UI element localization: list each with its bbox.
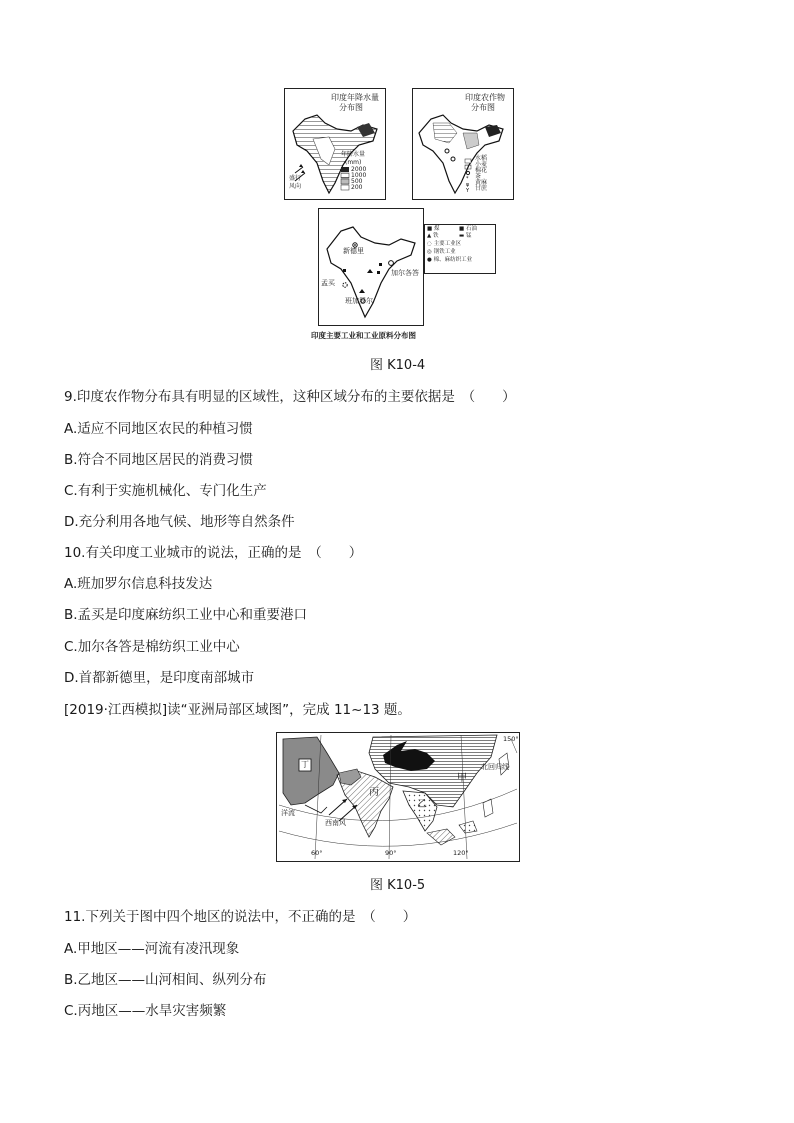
industry-legend: [424, 224, 496, 274]
industry-map-caption: 印度主要工业和工业原料分布图: [311, 331, 416, 340]
svg-text:*: *: [466, 176, 469, 182]
longitude-150-label: 150°: [503, 735, 519, 743]
crop-legend-5: 黄麻: [475, 179, 488, 186]
crop-legend-6: 甘蔗: [475, 185, 488, 192]
city-mumbai: 孟买: [321, 279, 335, 287]
city-bangalore: 班加罗尔: [345, 297, 373, 305]
question-9-stem: 9.印度农作物分布具有明显的区域性，这种区域分布的主要依据是 （ ）: [64, 389, 516, 405]
wind-label-line2: 风向: [289, 183, 302, 190]
crop-map-title-line2: 分布图: [471, 103, 495, 112]
legend-industrial-zone: ◌ 主要工业区: [427, 241, 462, 247]
precipitation-map-title-line1: 印度年降水量: [331, 93, 379, 102]
question-11-option-a: A.甲地区——河流有凌汛现象: [64, 941, 240, 957]
figure-label-k10-5: 图 K10-5: [370, 878, 426, 893]
question-11-option-c: C.丙地区——水旱灾害频繁: [64, 1003, 227, 1019]
steel-icon: ◎: [427, 249, 434, 255]
region-bing: 丙: [369, 787, 379, 798]
longitude-120-label: 120°: [453, 849, 469, 857]
question-9-option-b: B.符合不同地区居民的消费习惯: [64, 452, 254, 468]
crop-legend-4: 茶: [475, 173, 482, 180]
legend-value-3: 500: [351, 178, 363, 185]
legend-textile: ● 棉、麻纺织工业: [427, 257, 473, 263]
crop-map: [412, 88, 514, 200]
industrial-zone-icon: ◌: [427, 241, 434, 247]
asia-region-map: [276, 732, 520, 862]
city-kolkata: 加尔各答: [391, 269, 419, 277]
southwest-wind-label: 西南风: [325, 819, 346, 827]
question-10-option-b: B.孟买是印度麻纺织工业中心和重要港口: [64, 607, 308, 623]
asia-region-map-graphic: [277, 733, 519, 861]
legend-value-2: 1000: [351, 172, 367, 179]
industry-map-graphic: [319, 209, 423, 325]
legend-value-4: 200: [351, 184, 363, 191]
crop-legend-3: 棉花: [475, 167, 488, 174]
precipitation-map-title-line2: 分布图: [339, 103, 363, 112]
longitude-60-label: 60°: [311, 849, 323, 857]
longitude-90-label: 90°: [385, 849, 397, 857]
question-9-option-c: C.有利于实施机械化、专门化生产: [64, 483, 267, 499]
crop-map-title-line1: 印度农作物: [465, 93, 505, 102]
question-10-option-d: D.首都新德里，是印度南部城市: [64, 670, 255, 686]
wind-label-line1: 盛行: [289, 175, 302, 182]
legend-unit: (mm): [345, 159, 362, 166]
svg-text:Y: Y: [466, 188, 470, 194]
svg-text:ψ: ψ: [466, 182, 470, 188]
region-ding: 丁: [301, 760, 309, 769]
question-11-option-b: B.乙地区——山河相间、纵列分布: [64, 972, 267, 988]
region-jia: 甲: [457, 773, 467, 784]
question-9-option-a: A.适应不同地区农民的种植习惯: [64, 421, 253, 437]
legend-steel: ◎ 钢铁工业: [427, 249, 456, 255]
iron-icon: ▲: [427, 233, 433, 239]
legend-oil: ■ 石油: [459, 226, 477, 232]
crop-legend-2: 小麦: [475, 161, 488, 168]
figure-label-k10-4: 图 K10-4: [370, 358, 426, 373]
region-yi: 乙: [417, 799, 427, 810]
manganese-icon: ▬: [459, 233, 466, 239]
ocean-current-label: 洋流: [281, 809, 295, 817]
crop-legend-1: 水稻: [475, 155, 488, 162]
legend-value-1: 2000: [351, 166, 367, 173]
question-10-option-a: A.班加罗尔信息科技发达: [64, 576, 213, 592]
question-11-stem: 11.下列关于图中四个地区的说法中，不正确的是 （ ）: [64, 909, 417, 925]
city-new-delhi: 新德里: [343, 247, 364, 255]
textile-icon: ●: [427, 257, 434, 263]
coal-icon: ■: [427, 226, 434, 232]
legend-title: 年降水量: [341, 151, 366, 158]
crop-map-graphic: [413, 89, 513, 199]
legend-coal: ■ 煤: [427, 226, 440, 232]
intro-11-13: [2019·江西模拟]读“亚洲局部区域图”，完成 11~13 题。: [64, 702, 411, 718]
question-9-option-d: D.充分利用各地气候、地形等自然条件: [64, 514, 295, 530]
question-10-option-c: C.加尔各答是棉纺织工业中心: [64, 639, 240, 655]
oil-icon: ■: [459, 226, 466, 232]
question-10-stem: 10.有关印度工业城市的说法，正确的是 （ ）: [64, 545, 363, 561]
legend-manganese: ▬ 锰: [459, 233, 472, 239]
industry-map: [318, 208, 424, 326]
legend-iron: ▲ 铁: [427, 233, 439, 239]
precipitation-map: [284, 88, 386, 200]
tropic-of-cancer-label: 北回归线: [481, 763, 509, 771]
